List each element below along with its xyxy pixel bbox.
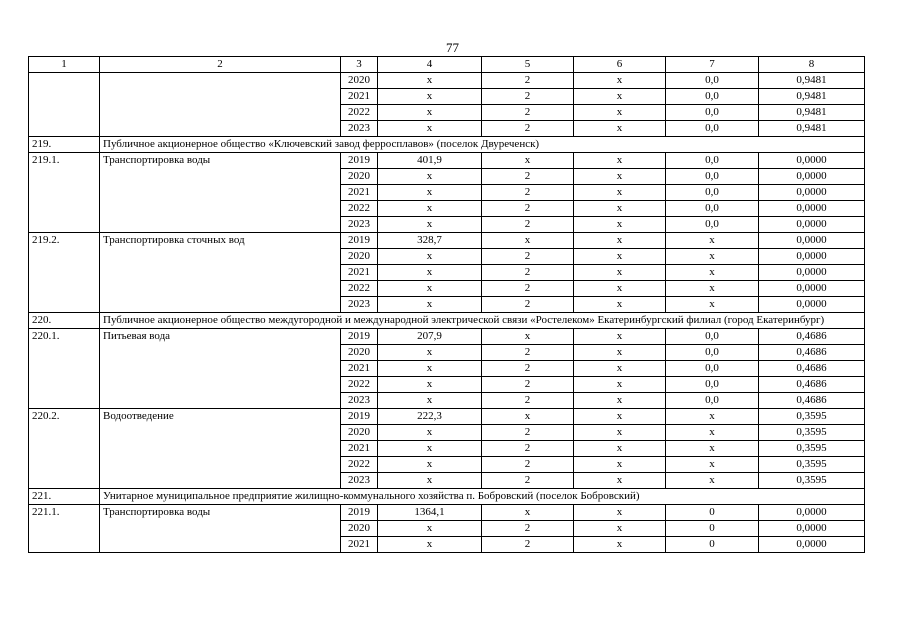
value-cell: 0,0000 xyxy=(759,185,865,201)
value-cell: 2020 xyxy=(341,345,378,361)
value-cell: 2020 xyxy=(341,249,378,265)
value-cell: 2020 xyxy=(341,169,378,185)
value-cell: x xyxy=(378,521,482,537)
value-cell: 2 xyxy=(482,265,574,281)
value-cell: x xyxy=(574,361,666,377)
value-cell: x xyxy=(378,89,482,105)
value-cell: 2 xyxy=(482,345,574,361)
value-cell: x xyxy=(482,153,574,169)
column-header: 1 xyxy=(29,57,100,73)
value-cell: 2 xyxy=(482,169,574,185)
value-cell: x xyxy=(378,217,482,233)
page-number: 77 xyxy=(446,40,459,55)
value-cell: 0,0000 xyxy=(759,297,865,313)
value-cell: 2023 xyxy=(341,473,378,489)
value-cell: 2 xyxy=(482,377,574,393)
value-cell: 2020 xyxy=(341,425,378,441)
value-cell: 2021 xyxy=(341,441,378,457)
value-cell: 0,0000 xyxy=(759,249,865,265)
column-header: 6 xyxy=(574,57,666,73)
value-cell: 2023 xyxy=(341,217,378,233)
value-cell: x xyxy=(378,185,482,201)
value-cell: x xyxy=(574,249,666,265)
value-cell: x xyxy=(574,521,666,537)
value-cell: x xyxy=(574,185,666,201)
value-cell: 0,0000 xyxy=(759,201,865,217)
item-number: 221.1. xyxy=(29,505,100,553)
value-cell: 2 xyxy=(482,537,574,553)
value-cell: 2022 xyxy=(341,457,378,473)
value-cell: x xyxy=(378,361,482,377)
value-cell: x xyxy=(482,329,574,345)
value-cell: x xyxy=(574,281,666,297)
value-cell: 0,0 xyxy=(666,217,759,233)
value-cell: 2020 xyxy=(341,521,378,537)
value-cell: x xyxy=(378,393,482,409)
value-cell: 0,0 xyxy=(666,329,759,345)
value-cell: 0,4686 xyxy=(759,329,865,345)
value-cell: x xyxy=(482,409,574,425)
value-cell: 2020 xyxy=(341,73,378,89)
value-cell: 222,3 xyxy=(378,409,482,425)
value-cell: 0,3595 xyxy=(759,409,865,425)
value-cell: x xyxy=(574,457,666,473)
value-cell: 0,3595 xyxy=(759,473,865,489)
item-number: 219.1. xyxy=(29,153,100,233)
value-cell: x xyxy=(574,121,666,137)
value-cell: x xyxy=(666,249,759,265)
table-row xyxy=(29,329,865,345)
value-cell: x xyxy=(378,249,482,265)
value-cell: x xyxy=(666,457,759,473)
column-header: 2 xyxy=(100,57,341,73)
value-cell: 0,0 xyxy=(666,201,759,217)
value-cell: x xyxy=(378,377,482,393)
value-cell: 0,3595 xyxy=(759,441,865,457)
value-cell: 2 xyxy=(482,521,574,537)
value-cell: x xyxy=(378,441,482,457)
value-cell: 0,0 xyxy=(666,345,759,361)
value-cell: 0,0000 xyxy=(759,281,865,297)
value-cell: 0 xyxy=(666,537,759,553)
item-number: 219.2. xyxy=(29,233,100,313)
value-cell: 2 xyxy=(482,425,574,441)
value-cell: x xyxy=(378,121,482,137)
value-cell: x xyxy=(574,201,666,217)
header-row xyxy=(29,57,865,73)
organization-number: 221. xyxy=(29,489,100,505)
table-row xyxy=(29,505,865,521)
value-cell: 0 xyxy=(666,505,759,521)
value-cell: x xyxy=(574,473,666,489)
value-cell: 2019 xyxy=(341,329,378,345)
value-cell: 2 xyxy=(482,281,574,297)
value-cell: 2023 xyxy=(341,121,378,137)
value-cell: 0,9481 xyxy=(759,121,865,137)
value-cell: 0,4686 xyxy=(759,345,865,361)
item-name: Водоотведение xyxy=(100,409,341,489)
organization-number: 220. xyxy=(29,313,100,329)
value-cell: 2023 xyxy=(341,297,378,313)
table-row xyxy=(29,409,865,425)
value-cell: x xyxy=(574,377,666,393)
value-cell: 0,0000 xyxy=(759,153,865,169)
value-cell: 2019 xyxy=(341,233,378,249)
value-cell: 0,9481 xyxy=(759,89,865,105)
value-cell: x xyxy=(574,329,666,345)
organization-number: 219. xyxy=(29,137,100,153)
value-cell: 0,4686 xyxy=(759,361,865,377)
value-cell: 0,0 xyxy=(666,121,759,137)
value-cell: 0,0000 xyxy=(759,233,865,249)
value-cell: 0,0000 xyxy=(759,217,865,233)
value-cell: 2021 xyxy=(341,265,378,281)
value-cell: x xyxy=(378,297,482,313)
value-cell: x xyxy=(666,425,759,441)
value-cell: x xyxy=(574,297,666,313)
value-cell: x xyxy=(378,345,482,361)
value-cell: 0,0 xyxy=(666,169,759,185)
value-cell: x xyxy=(378,281,482,297)
value-cell: x xyxy=(666,265,759,281)
value-cell: 2 xyxy=(482,73,574,89)
value-cell: x xyxy=(378,537,482,553)
value-cell: 2023 xyxy=(341,393,378,409)
value-cell: x xyxy=(482,233,574,249)
value-cell: 2 xyxy=(482,121,574,137)
value-cell: x xyxy=(574,345,666,361)
value-cell: x xyxy=(574,217,666,233)
value-cell: 0,4686 xyxy=(759,377,865,393)
value-cell: 2 xyxy=(482,201,574,217)
organization-row xyxy=(29,137,865,153)
column-header: 4 xyxy=(378,57,482,73)
value-cell: 0,9481 xyxy=(759,105,865,121)
value-cell: x xyxy=(482,505,574,521)
value-cell: 2021 xyxy=(341,185,378,201)
value-cell: 0,0000 xyxy=(759,265,865,281)
value-cell: 2 xyxy=(482,393,574,409)
value-cell: x xyxy=(574,441,666,457)
value-cell: 2 xyxy=(482,217,574,233)
value-cell: x xyxy=(574,169,666,185)
item-name: Транспортировка воды xyxy=(100,153,341,233)
value-cell: x xyxy=(378,73,482,89)
item-number xyxy=(29,73,100,137)
value-cell: 0,0000 xyxy=(759,537,865,553)
value-cell: 2 xyxy=(482,89,574,105)
value-cell: 2 xyxy=(482,457,574,473)
value-cell: 2022 xyxy=(341,377,378,393)
organization-name: Публичное акционерное общество междугородной и международной электрической связи «Ростелеком» Екатеринбургский филиал (город Екатеринбург) xyxy=(100,313,865,329)
tariff-table xyxy=(28,56,865,553)
value-cell: x xyxy=(666,473,759,489)
item-name xyxy=(100,73,341,137)
value-cell: 2 xyxy=(482,185,574,201)
organization-row xyxy=(29,313,865,329)
value-cell: 2 xyxy=(482,441,574,457)
value-cell: 0,0 xyxy=(666,153,759,169)
value-cell: 2019 xyxy=(341,153,378,169)
value-cell: 0,4686 xyxy=(759,393,865,409)
value-cell: 2 xyxy=(482,105,574,121)
value-cell: x xyxy=(574,105,666,121)
item-number: 220.1. xyxy=(29,329,100,409)
value-cell: 0,0 xyxy=(666,377,759,393)
value-cell: 0,3595 xyxy=(759,457,865,473)
value-cell: x xyxy=(666,281,759,297)
value-cell: 2021 xyxy=(341,537,378,553)
value-cell: 0,0 xyxy=(666,185,759,201)
value-cell: 2019 xyxy=(341,409,378,425)
value-cell: 0,0000 xyxy=(759,521,865,537)
item-name: Питьевая вода xyxy=(100,329,341,409)
value-cell: x xyxy=(666,409,759,425)
value-cell: x xyxy=(378,201,482,217)
value-cell: x xyxy=(574,537,666,553)
column-header: 5 xyxy=(482,57,574,73)
value-cell: 0 xyxy=(666,521,759,537)
item-name: Транспортировка воды xyxy=(100,505,341,553)
value-cell: x xyxy=(378,473,482,489)
value-cell: 0,0 xyxy=(666,361,759,377)
table-row xyxy=(29,153,865,169)
value-cell: x xyxy=(574,393,666,409)
value-cell: 0,0 xyxy=(666,393,759,409)
value-cell: 2022 xyxy=(341,105,378,121)
value-cell: x xyxy=(378,265,482,281)
column-header: 3 xyxy=(341,57,378,73)
value-cell: x xyxy=(666,441,759,457)
value-cell: x xyxy=(666,297,759,313)
value-cell: x xyxy=(574,73,666,89)
value-cell: 2021 xyxy=(341,89,378,105)
value-cell: 0,3595 xyxy=(759,425,865,441)
value-cell: 0,0 xyxy=(666,105,759,121)
value-cell: 0,0000 xyxy=(759,169,865,185)
value-cell: x xyxy=(666,233,759,249)
value-cell: 207,9 xyxy=(378,329,482,345)
value-cell: 2 xyxy=(482,297,574,313)
value-cell: x xyxy=(574,265,666,281)
organization-row xyxy=(29,489,865,505)
value-cell: 0,0000 xyxy=(759,505,865,521)
value-cell: x xyxy=(574,153,666,169)
value-cell: 2 xyxy=(482,361,574,377)
value-cell: 2022 xyxy=(341,201,378,217)
value-cell: 0,0 xyxy=(666,73,759,89)
value-cell: 2 xyxy=(482,473,574,489)
value-cell: 2 xyxy=(482,249,574,265)
value-cell: 2019 xyxy=(341,505,378,521)
value-cell: x xyxy=(574,233,666,249)
value-cell: x xyxy=(378,169,482,185)
value-cell: x xyxy=(378,105,482,121)
item-number: 220.2. xyxy=(29,409,100,489)
item-name: Транспортировка сточных вод xyxy=(100,233,341,313)
table-row xyxy=(29,233,865,249)
value-cell: 401,9 xyxy=(378,153,482,169)
organization-name: Публичное акционерное общество «Ключевский завод ферросплавов» (поселок Двуреченск) xyxy=(100,137,865,153)
value-cell: 0,0 xyxy=(666,89,759,105)
value-cell: x xyxy=(574,409,666,425)
value-cell: 328,7 xyxy=(378,233,482,249)
value-cell: 0,9481 xyxy=(759,73,865,89)
table-row xyxy=(29,73,865,89)
value-cell: x xyxy=(574,505,666,521)
value-cell: 1364,1 xyxy=(378,505,482,521)
value-cell: x xyxy=(378,457,482,473)
organization-name: Унитарное муниципальное предприятие жилищно-коммунального хозяйства п. Бобровский (поселок Бобровский) xyxy=(100,489,865,505)
value-cell: x xyxy=(378,425,482,441)
column-header: 8 xyxy=(759,57,865,73)
column-header: 7 xyxy=(666,57,759,73)
value-cell: x xyxy=(574,89,666,105)
value-cell: 2022 xyxy=(341,281,378,297)
value-cell: 2021 xyxy=(341,361,378,377)
value-cell: x xyxy=(574,425,666,441)
